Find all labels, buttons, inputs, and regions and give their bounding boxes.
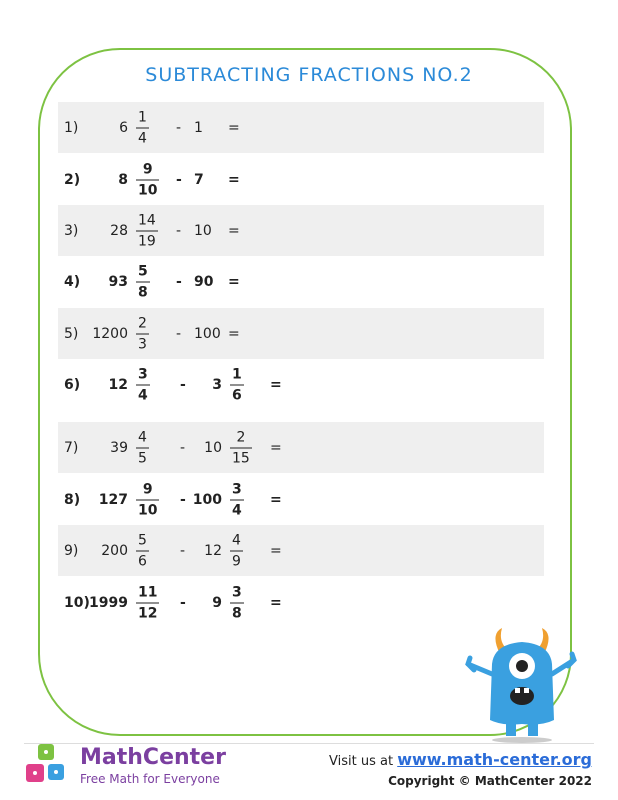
equals-sign: =	[270, 376, 282, 393]
whole-number: 28	[110, 222, 128, 239]
fraction-2	[230, 585, 244, 620]
numerator: 5	[138, 532, 147, 548]
brand-name: MathCenter	[80, 745, 226, 770]
problem-row	[58, 205, 544, 256]
problem-row	[58, 308, 544, 359]
visit-prefix: Visit us at	[329, 754, 398, 769]
numerator-2: 1	[232, 366, 242, 382]
problem-row	[58, 577, 544, 628]
equals-sign: =	[270, 542, 282, 559]
denominator: 4	[136, 127, 149, 145]
denominator: 5	[136, 447, 149, 465]
whole-number: 8	[118, 171, 128, 188]
numerator: 5	[138, 263, 148, 279]
problem-row	[58, 256, 544, 307]
numerator: 2	[138, 315, 147, 331]
denominator-2: 6	[230, 384, 244, 402]
numerator-2: 4	[232, 532, 241, 548]
fraction	[136, 482, 159, 517]
whole-number: 6	[119, 119, 128, 136]
whole-number: 93	[108, 273, 128, 290]
fraction	[136, 213, 158, 248]
minus-sign: -	[180, 439, 186, 456]
denominator: 12	[136, 602, 159, 620]
problem-row	[58, 102, 544, 153]
minus-sign: -	[176, 119, 182, 136]
brand-tagline: Free Math for Everyone	[80, 772, 220, 786]
problem-number: 4)	[64, 273, 81, 290]
numerator: 1	[138, 109, 147, 125]
numerator: 9	[142, 161, 153, 177]
problem-number: 6)	[64, 376, 81, 393]
problem-number: 8)	[64, 491, 81, 508]
whole-number: 127	[98, 491, 128, 508]
minus-sign: -	[180, 491, 186, 508]
visit-line	[329, 750, 592, 769]
whole-number-2: 7	[194, 171, 204, 188]
denominator: 4	[136, 384, 150, 402]
monster-mascot-icon	[462, 624, 582, 744]
problem-row	[58, 359, 544, 410]
numerator: 11	[138, 584, 158, 600]
whole-number-2: 100	[192, 491, 222, 508]
whole-number-2: 100	[194, 325, 221, 342]
whole-number: 1200	[92, 325, 128, 342]
denominator: 3	[136, 333, 149, 351]
equals-sign: =	[270, 439, 282, 456]
problem-number: 2)	[64, 171, 81, 188]
equals-sign: =	[270, 594, 282, 611]
equals-sign: =	[228, 325, 240, 342]
denominator: 8	[136, 281, 150, 299]
whole-number-2: 10	[194, 222, 212, 239]
whole-number-2: 90	[194, 273, 214, 290]
minus-sign: -	[180, 542, 186, 559]
fraction	[136, 162, 159, 197]
numerator: 4	[138, 429, 147, 445]
equals-sign: =	[270, 491, 282, 508]
problem-number: 3)	[64, 222, 79, 239]
whole-number-2: 10	[204, 439, 222, 456]
denominator: 10	[136, 499, 159, 517]
fraction-2	[230, 533, 243, 568]
copyright-text: Copyright © MathCenter 2022	[388, 774, 592, 788]
problem-number: 10)	[64, 594, 90, 611]
problem-row	[58, 154, 544, 205]
problem-number: 1)	[64, 119, 79, 136]
denominator-2: 8	[230, 602, 244, 620]
numerator: 14	[138, 212, 156, 228]
denominator-2: 15	[230, 447, 252, 465]
minus-sign: -	[180, 376, 186, 393]
minus-sign: -	[176, 222, 182, 239]
fraction-2	[230, 430, 252, 465]
fraction	[136, 430, 149, 465]
numerator: 3	[138, 366, 148, 382]
dice-logo-icon	[24, 742, 72, 788]
problem-number: 5)	[64, 325, 79, 342]
minus-sign: -	[176, 273, 182, 290]
fraction	[136, 585, 159, 620]
problem-row	[58, 422, 544, 473]
numerator-2: 3	[232, 584, 242, 600]
whole-number-2: 3	[212, 376, 222, 393]
minus-sign: -	[176, 171, 182, 188]
whole-number: 39	[110, 439, 128, 456]
fraction	[136, 316, 149, 351]
equals-sign: =	[228, 119, 240, 136]
numerator-2: 2	[236, 429, 246, 445]
problem-row	[58, 525, 544, 576]
whole-number: 1999	[89, 594, 128, 611]
worksheet-title: SUBTRACTING FRACTIONS NO.2	[145, 64, 473, 86]
denominator: 10	[136, 179, 159, 197]
fraction	[136, 110, 149, 145]
problem-number: 9)	[64, 542, 79, 559]
problem-number: 7)	[64, 439, 79, 456]
equals-sign: =	[228, 171, 240, 188]
fraction	[136, 533, 149, 568]
fraction-2	[230, 482, 244, 517]
denominator: 6	[136, 550, 149, 568]
numerator-2: 3	[232, 481, 242, 497]
whole-number-2: 9	[212, 594, 222, 611]
footer-divider	[24, 743, 594, 744]
denominator-2: 9	[230, 550, 243, 568]
equals-sign: =	[228, 222, 240, 239]
fraction	[136, 264, 150, 299]
denominator-2: 4	[230, 499, 244, 517]
minus-sign: -	[180, 594, 186, 611]
minus-sign: -	[176, 325, 182, 342]
denominator: 19	[136, 230, 158, 248]
whole-number: 200	[101, 542, 128, 559]
whole-number-2: 1	[194, 119, 203, 136]
problem-row	[58, 474, 544, 525]
whole-number-2: 12	[204, 542, 222, 559]
whole-number: 12	[108, 376, 128, 393]
fraction-2	[230, 367, 244, 402]
numerator: 9	[142, 481, 153, 497]
website-link[interactable]: www.math-center.org	[397, 750, 592, 769]
fraction	[136, 367, 150, 402]
equals-sign: =	[228, 273, 240, 290]
